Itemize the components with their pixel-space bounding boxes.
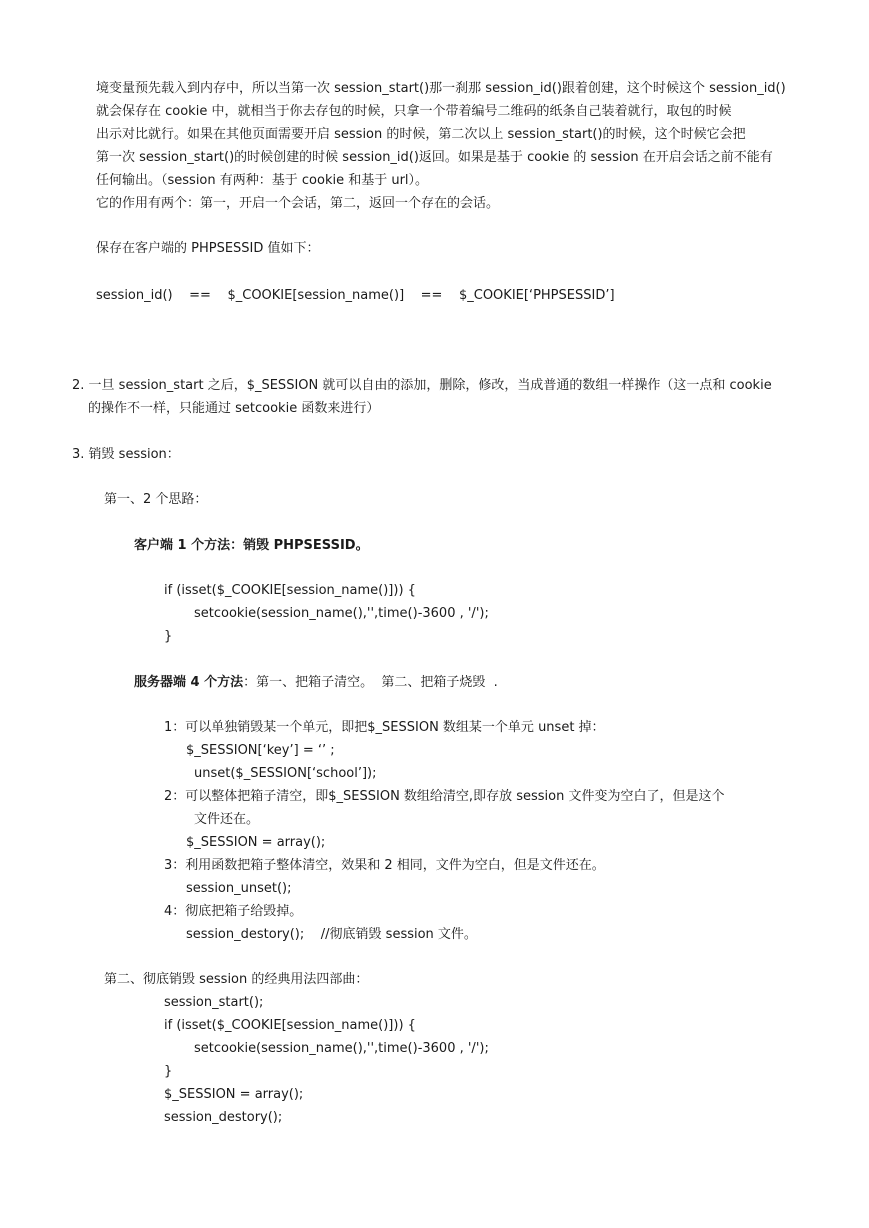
client-code-1: if (isset($_COOKIE[session_name()])) { <box>164 583 416 598</box>
server-heading-bold: 服务器端 4 个方法 <box>134 675 244 690</box>
intro-line-4: 第一次 session_start()的时候创建的时候 session_id()返回。如果是基于 cookie 的 session 在开启会话之前不能有 <box>96 150 773 165</box>
server-step-3-code: session_unset(); <box>186 881 292 896</box>
server-step-2: 2：可以整体把箱子清空，即$_SESSION 数组给清空,即存放 session 文件变为空白了，但是这个 <box>164 789 725 804</box>
intro-line-2: 就会保存在 cookie 中，就相当于你去存包的时候，只拿一个带着编号二维码的纸条自己装着就行，取包的时候 <box>96 104 732 119</box>
final-code-2: if (isset($_COOKIE[session_name()])) { <box>164 1018 416 1033</box>
intro-line-3: 出示对比就行。如果在其他页面需要开启 session 的时候，第二次以上 session_start()的时候，这个时候它会把 <box>96 127 746 142</box>
phpsessid-label: 保存在客户端的 PHPSESSID 值如下： <box>96 241 320 256</box>
client-heading: 客户端 1 个方法：销毁 PHPSESSID。 <box>134 538 369 553</box>
intro-line-6: 它的作用有两个：第一，开启一个会话，第二，返回一个存在的会话。 <box>96 196 500 211</box>
item2-line-2: 的操作不一样，只能通过 setcookie 函数来进行） <box>88 401 380 416</box>
server-step-4-code: session_destory(); //彻底销毁 session 文件。 <box>186 927 477 942</box>
approach-2: 第二、彻底销毁 session 的经典用法四部曲： <box>104 972 369 987</box>
final-code-3: setcookie(session_name(),'',time()-3600 , '/'); <box>194 1041 489 1056</box>
intro-line-1: 境变量预先载入到内存中，所以当第一次 session_start()那一刹那 session_id()跟着创建，这个时候这个 session_id() <box>96 81 786 96</box>
approach-1: 第一、2 个思路： <box>104 492 208 507</box>
item3-title: 3. 销毁 session： <box>72 447 180 462</box>
server-heading-rest: ：第一、把箱子清空。 第二、把箱子烧毁 . <box>243 675 498 690</box>
final-code-6: session_destory(); <box>164 1110 283 1125</box>
server-step-3: 3：利用函数把箱子整体清空，效果和 2 相同，文件为空白，但是文件还在。 <box>164 858 605 873</box>
session-equality: session_id() == $_COOKIE[session_name()] == $_COOKIE[‘PHPSESSID’] <box>96 288 615 303</box>
server-step-1-code-b: unset($_SESSION[‘school’]); <box>194 766 377 781</box>
final-code-5: $_SESSION = array(); <box>164 1087 304 1102</box>
final-code-1: session_start(); <box>164 995 264 1010</box>
server-step-1-code-a: $_SESSION[‘key’] = ‘’ ; <box>186 743 335 758</box>
final-code-4: } <box>164 1064 173 1079</box>
server-step-1: 1：可以单独销毁某一个单元，即把$_SESSION 数组某一个单元 unset 掉： <box>164 720 605 735</box>
intro-line-5: 任何输出。（session 有两种：基于 cookie 和基于 url）。 <box>96 173 429 188</box>
server-step-2-cont: 文件还在。 <box>194 812 260 827</box>
server-heading <box>134 674 498 692</box>
client-code-2: setcookie(session_name(),'',time()-3600 , '/'); <box>194 606 489 621</box>
item2-line-1: 2. 一旦 session_start 之后，$_SESSION 就可以自由的添加，删除，修改，当成普通的数组一样操作（这一点和 cookie <box>72 378 772 393</box>
client-code-3: } <box>164 629 173 644</box>
server-step-4: 4：彻底把箱子给毁掉。 <box>164 904 303 919</box>
server-step-2-code: $_SESSION = array(); <box>186 835 326 850</box>
